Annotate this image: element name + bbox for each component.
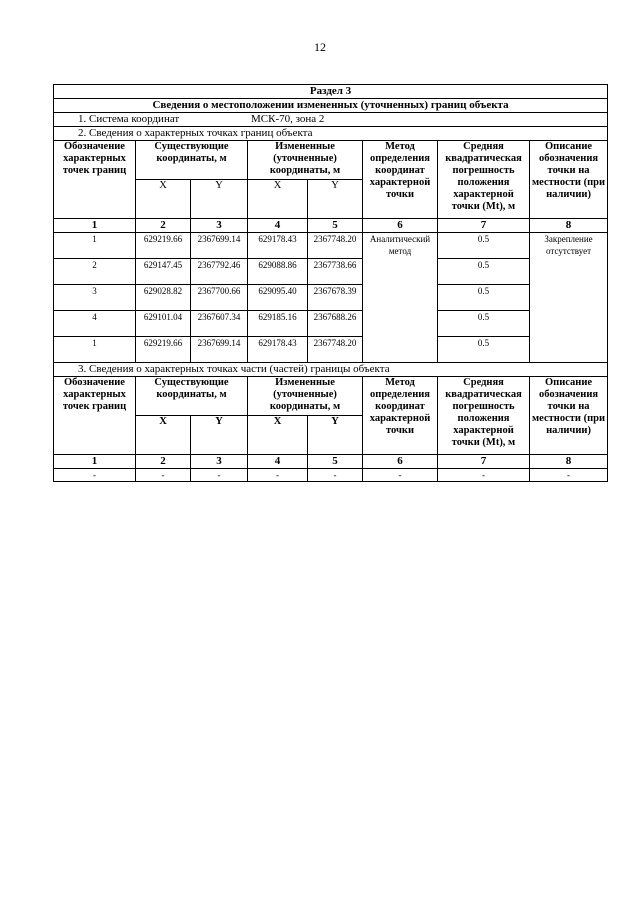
table-row <box>54 311 608 337</box>
column-number: 8 <box>530 455 608 469</box>
existing-x: 629101.04 <box>136 311 191 337</box>
header-existing-y: Y <box>191 180 248 219</box>
header-new-y: Y <box>308 180 363 219</box>
new-y: 2367678.39 <box>308 285 363 311</box>
column-number: 3 <box>191 455 248 469</box>
empty-cell: - <box>136 469 191 482</box>
column-number: 7 <box>438 455 530 469</box>
error-value: 0.5 <box>438 259 530 285</box>
header-new-x: X <box>248 416 308 455</box>
header-new-x: X <box>248 180 308 219</box>
new-x: 629178.43 <box>248 233 308 259</box>
header-existing-x: X <box>136 180 191 219</box>
section-subtitle: Сведения о местоположении измененных (уточненных) границ объекта <box>54 99 608 113</box>
existing-y: 2367700.66 <box>191 285 248 311</box>
header-error: Средняя квадратическая погрешность положения характерной точки (Mt), м <box>438 377 530 455</box>
method-cell: Аналитический метод <box>363 233 438 363</box>
table-row <box>54 233 608 259</box>
existing-y: 2367792.46 <box>191 259 248 285</box>
coord-system-value: МСК-70, зона 2 <box>251 113 325 125</box>
new-y: 2367688.26 <box>308 311 363 337</box>
column-number: 4 <box>248 219 308 233</box>
new-y: 2367738.66 <box>308 259 363 285</box>
table-row <box>54 285 608 311</box>
existing-y: 2367699.14 <box>191 233 248 259</box>
header-existing-coords: Существующие координаты, м <box>136 141 248 180</box>
header-description: Описание обозначения точки на местности (при наличии) <box>530 141 608 219</box>
part2-title: 2. Сведения о характерных точках границ объекта <box>54 127 608 141</box>
error-value: 0.5 <box>438 233 530 259</box>
point-id: 2 <box>54 259 136 285</box>
new-y: 2367748.20 <box>308 337 363 363</box>
empty-cell: - <box>308 469 363 482</box>
header-existing-x: X <box>136 416 191 455</box>
header-new-coords: Измененные (уточненные) координаты, м <box>248 377 363 416</box>
coord-system-row <box>54 113 608 127</box>
new-x: 629185.16 <box>248 311 308 337</box>
header-existing-coords: Существующие координаты, м <box>136 377 248 416</box>
table-row <box>54 469 608 482</box>
new-x: 629095.40 <box>248 285 308 311</box>
column-number: 2 <box>136 219 191 233</box>
error-value: 0.5 <box>438 285 530 311</box>
column-number: 3 <box>191 219 248 233</box>
existing-y: 2367699.14 <box>191 337 248 363</box>
error-value: 0.5 <box>438 337 530 363</box>
empty-cell: - <box>54 469 136 482</box>
coord-system-label: 1. Система координат <box>78 113 180 125</box>
column-number: 8 <box>530 219 608 233</box>
column-number: 6 <box>363 219 438 233</box>
header-existing-y: Y <box>191 416 248 455</box>
header-description: Описание обозначения точки на местности (при наличии) <box>530 377 608 455</box>
column-number: 4 <box>248 455 308 469</box>
page-number: 12 <box>314 40 326 54</box>
existing-x: 629219.66 <box>136 233 191 259</box>
column-number: 1 <box>54 219 136 233</box>
existing-x: 629147.45 <box>136 259 191 285</box>
existing-x: 629219.66 <box>136 337 191 363</box>
existing-y: 2367607.34 <box>191 311 248 337</box>
table-row <box>54 337 608 363</box>
empty-cell: - <box>438 469 530 482</box>
empty-cell: - <box>363 469 438 482</box>
header-method: Метод определения координат характерной точки <box>363 377 438 455</box>
header-point-designation: Обозначение характерных точек границ <box>54 141 136 219</box>
existing-x: 629028.82 <box>136 285 191 311</box>
header-point-designation: Обозначение характерных точек границ <box>54 377 136 455</box>
new-y: 2367748.20 <box>308 233 363 259</box>
point-id: 4 <box>54 311 136 337</box>
point-id: 1 <box>54 337 136 363</box>
point-id: 1 <box>54 233 136 259</box>
column-number: 5 <box>308 219 363 233</box>
column-number: 2 <box>136 455 191 469</box>
column-number: 7 <box>438 219 530 233</box>
empty-cell: - <box>191 469 248 482</box>
header-new-y: Y <box>308 416 363 455</box>
table-row <box>54 259 608 285</box>
error-value: 0.5 <box>438 311 530 337</box>
empty-cell: - <box>530 469 608 482</box>
point-id: 3 <box>54 285 136 311</box>
new-x: 629178.43 <box>248 337 308 363</box>
column-number: 5 <box>308 455 363 469</box>
column-number: 1 <box>54 455 136 469</box>
column-number: 6 <box>363 455 438 469</box>
empty-cell: - <box>248 469 308 482</box>
description-cell: Закрепление отсутствует <box>530 233 608 363</box>
header-error: Средняя квадратическая погрешность положения характерной точки (Mt), м <box>438 141 530 219</box>
part3-title: 3. Сведения о характерных точках части (частей) границы объекта <box>54 363 608 377</box>
header-method: Метод определения координат характерной точки <box>363 141 438 219</box>
section-3-table <box>53 84 608 482</box>
new-x: 629088.86 <box>248 259 308 285</box>
section-title: Раздел 3 <box>54 85 608 99</box>
header-new-coords: Измененные (уточненные) координаты, м <box>248 141 363 180</box>
